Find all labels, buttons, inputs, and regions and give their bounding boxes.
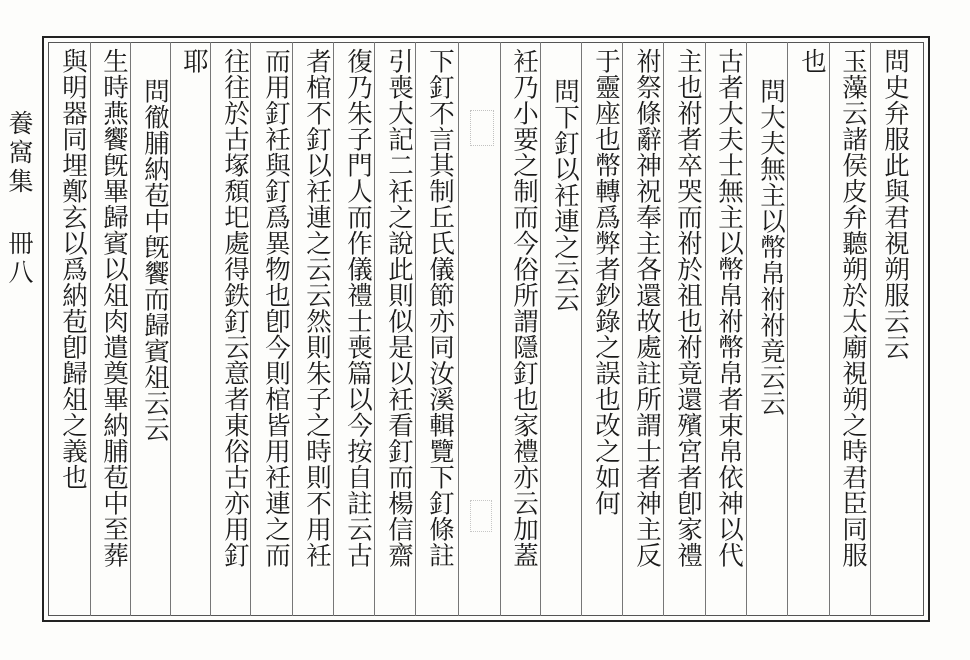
- column-rule: [210, 42, 211, 616]
- column-rule: [90, 42, 91, 616]
- text-column-20: 與明器同埋鄭玄以爲納苞卽歸俎之義也: [58, 48, 88, 490]
- text-column-14: 者棺不釘以衽連之云云然則朱子之時則不用衽: [302, 48, 332, 568]
- text-column-5: 古者大夫士無主以幣帛祔幣帛者束帛依神以代: [714, 48, 744, 568]
- text-column-12: 引喪大記二衽之說此則似是以衽看釘而楊信齋: [384, 48, 414, 568]
- text-column-8: 于靈座也幣轉爲弊者鈔錄之誤也改之如何: [591, 48, 621, 516]
- text-column-16: 往往於古塚頹圯處得鉄釘云意者東俗古亦用釘: [220, 48, 250, 568]
- text-column-3: 也: [797, 48, 827, 74]
- column-rule: [870, 42, 871, 616]
- stamp-mark: [470, 110, 494, 146]
- stamp-mark: [470, 500, 492, 532]
- column-rule: [458, 42, 459, 616]
- text-column-9: 問下釘以衽連之云云: [550, 78, 580, 312]
- text-column-18: 問徹脯納苞中旣饗而歸賓俎云云: [140, 78, 170, 442]
- text-column-19: 生時燕饗旣畢歸賓以俎肉遣奠畢納脯苞中至葬: [99, 48, 129, 568]
- column-rule: [500, 42, 501, 616]
- column-rule: [705, 42, 706, 616]
- text-column-10: 衽乃小要之制而今俗所謂隱釘也家禮亦云加蓋: [509, 48, 539, 568]
- text-column-7: 祔祭條辭神祝奉主各還故處註所謂士者神主反: [632, 48, 662, 568]
- text-column-15: 而用釘衽與釘爲異物也卽今則棺皆用衽連之而: [261, 48, 291, 568]
- text-column-6: 主也祔者卒哭而祔於祖也祔竟還殯宮者卽家禮: [673, 48, 703, 568]
- text-column-2: 玉藻云諸侯皮弁聽朔於太廟視朔之時君臣同服: [838, 48, 868, 568]
- text-column-17: 耶: [179, 48, 209, 74]
- text-column-13: 復乃朱子門人而作儀禮士喪篇以今按自註云古: [343, 48, 373, 568]
- column-rule: [746, 42, 747, 616]
- text-column-4: 問大夫無主以幣帛祔祔竟云云: [756, 78, 786, 416]
- margin-title: 養窩集 冊八: [5, 110, 34, 288]
- text-column-1: 問史弁服此與君視朔服云云: [880, 48, 910, 360]
- column-rule: [829, 42, 830, 616]
- text-column-11: 下釘不言其制丘氏儀節亦同汝溪輯覽下釘條註: [425, 48, 455, 568]
